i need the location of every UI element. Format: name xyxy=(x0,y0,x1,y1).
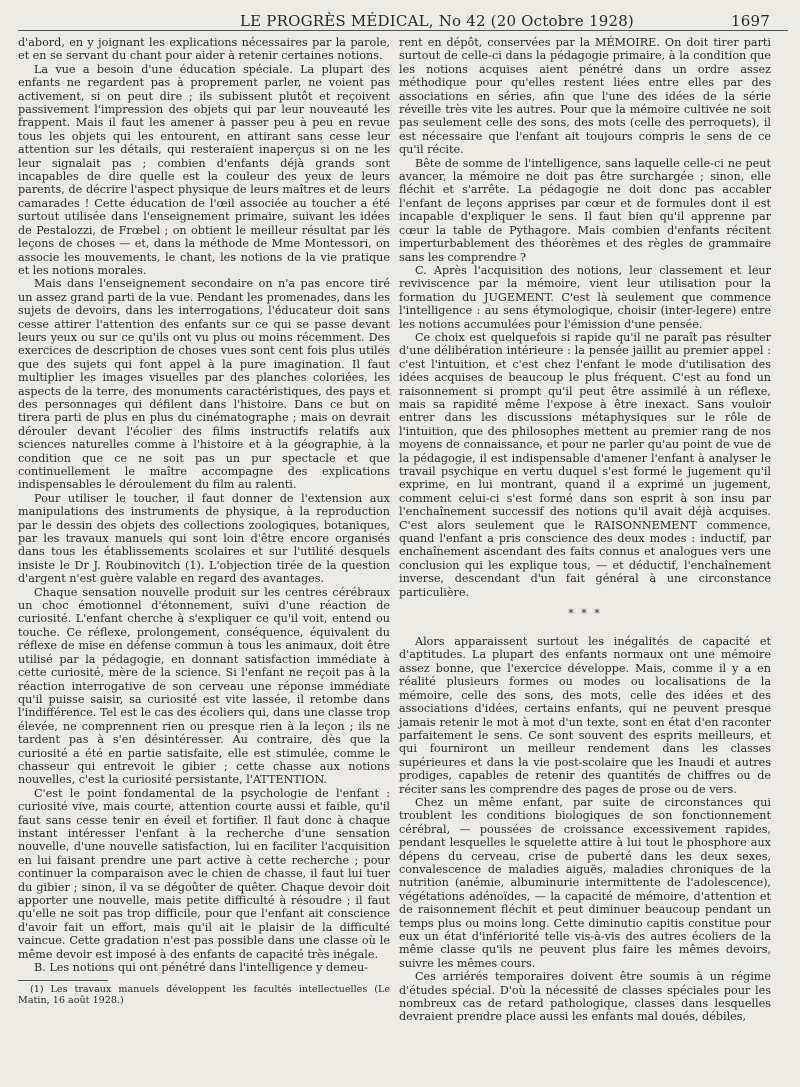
paragraph: Alors apparaissent surtout les inégalités de capacité et d'aptitudes. La plupart des enfants normaux ont une mémoire assez bonne, que l'exercice développe. Mais, comme il y a en réalité plusieurs formes ou modes ou localisations de la mémoire, celle des sons, des mots, celle des idées et des associations d'idées, certains enfants, qui ne peuvent presque jamais retenir le mot à mot d'un texte, sont en état d'en raconter parfaitement le sens. Ce sont souvent des esprits meilleurs, et qui fourniront un meilleur rendement dans les classes supérieures et dans la vie post-scolaire que les Inaudi et autres prodiges, capables de retenir des quantités de chiffres ou de réciter sans les comprendre des pages de prose ou de vers. xyxy=(399,635,771,796)
left-column xyxy=(18,36,390,1006)
paragraph: C. Après l'acquisition des notions, leur classement et leur reviviscence par la mémoire, vient leur utilisation pour la formation du JUGEMENT. C'est là seulement que commence l'intelligence : au sens étymologique, choisir (inter-legere) entre les notions accumulées pour l'émission d'une pensée. xyxy=(399,263,771,331)
right-column xyxy=(399,36,771,1024)
section-separator: * * * xyxy=(568,607,602,621)
footnote xyxy=(18,984,390,1006)
paragraph: Chez un même enfant, par suite de circonstances qui troublent les conditions biologiques de son fonctionnement cérébral, — poussées de croissance excessivement rapides, pendant lesquelles le squelette attire à lui tout le phosphore aux dépens du cerveau, crise de puberté dans les deux sexes, convalescence de maladies aiguës, maladies chroniques de la nutrition (anémie, albuminurie intermittente de l'adolescence), végétations adénoïdes, — la capacité de mémoire, d'attention et de raisonnement fléchit et peut diminuer beaucoup pendant un temps plus ou moins long. Cette diminutio capitis constitue pour eux un état d'infériorité telle vis-à-vis des autres écoliers de la même classe qu'ils ne peuvent plus faire les mêmes devoirs, suivre les mêmes cours. xyxy=(399,795,771,970)
running-header xyxy=(240,12,770,28)
paragraph: Ces arriérés temporaires doivent être soumis à un régime d'études spécial. D'où la nécessité de classes spéciales pour les nombreux cas de retard pathologique, classes dans lesquelles devraient prendre place aussi les enfants mal doués, débiles, xyxy=(399,970,771,1024)
paragraph: Bête de somme de l'intelligence, sans laquelle celle-ci ne peut avancer, la mémoire ne doit pas être surchargée ; sinon, elle fléchit et s'arrête. La pédagogie ne doit donc pas accabler l'enfant de leçons apprises par cœur et de formules dont il est incapable d'expliquer le sens. Il faut bien qu'il apprenne par cœur la table de Pythagore. Mais combien d'enfants récitent imperturbablement des théorèmes et des règles de grammaire sans les comprendre ? xyxy=(399,156,771,264)
paragraph: rent en dépôt, conservées par la MÉMOIRE. On doit tirer parti surtout de celle-ci dans la pédagogie primaire, à la condition que les notions acquises aient pénétré dans un ordre assez méthodique pour qu'elles restent liées entre elles par des associations en séries, afin que l'une des idées de la série réveille très vite les autres. Pour que la mémoire cultivée ne soit pas seulement celle des sons, des mots (celle des perroquets), il est nécessaire que l'enfant ait toujours compris le sens de ce qu'il récite. xyxy=(399,36,771,157)
paragraph: Chaque sensation nouvelle produit sur les centres cérébraux un choc émotionnel d'étonnement, suivi d'une réaction de curiosité. L'enfant cherche à s'expliquer ce qu'il voit, entend ou touche. Ce réflexe, prolongement, conséquence, équivalent du réflexe de mise en défense commun à tous les animaux, doit être utilisé par la pédagogie, en donnant satisfaction immédiate à cette curiosité, mère de la science. Si l'enfant ne reçoit pas à la réaction interrogative de son cerveau une réponse immédiate qu'il puisse saisir, sa curiosité est vite lassée, il retombe dans l'indifférence. Tel est le cas des écoliers qui, dans une classe trop élevée, ne comprennent rien ou presque rien à la leçon ; ils ne tardent pas à s'en désintéresser. Au contraire, dès que la curiosité a été en partie satisfaite, elle est stimulée, comme le chasseur qui entrevoit le gibier ; cette chasse aux notions nouvelles, c'est la curiosité persistante, l'ATTENTION. xyxy=(18,585,390,787)
footnote-text: (1) Les travaux manuels développent les facultés intellectuelles (Le Matin, 16 août 1928.) xyxy=(18,984,390,1007)
paragraph: Pour utiliser le toucher, il faut donner de l'extension aux manipulations des instruments de physique, à la reproduction par le dessin des objets des collections zoologiques, botaniques, par les travaux manuels qui sont loin d'être encore organisés dans tous les établissements scolaires et sur l'utilité desquels insiste le Dr J. Roubinovitch (1). L'objection tirée de la question d'argent n'est guère valable en regard des avantages. xyxy=(18,491,390,586)
page-number: 1697 xyxy=(731,12,770,30)
paragraph: B. Les notions qui ont pénétré dans l'intelligence y demeu- xyxy=(34,961,368,975)
paragraph: Ce choix est quelquefois si rapide qu'il ne paraît pas résulter d'une délibération intérieure : la pensée jaillit au premier appel : c'est l'intuition, et c'est chez l'enfant le mode d'utilisation des idées acquises de beaucoup le plus fréquent. C'est au fond un raisonnement si prompt qu'il peut être assimilé à un réflexe, mais sa rapidité même l'expose à être inexact. Sans vouloir entrer dans les discussions métaphysiques sur le rôle de l'intuition, que des philosophes mettent au premier rang de nos moyens de connaissance, et pour ne parler qu'au point de vue de la pédagogie, il est indispensable d'amener l'enfant à analyser le travail psychique en vertu duquel s'est formé le jugement qu'il exprime, en lui montrant, quand il a exprimé un jugement, comment celui-ci s'est formé dans son esprit à son insu par l'enchaînement successif des notions qu'il avait déjà acquises. C'est alors seulement que le RAISONNEMENT commence, quand l'enfant a pris conscience des deux modes : inductif, par enchaînement ascendant des faits connus et analogues vers une conclusion qui les explique tous, — et déductif, l'enchaînement inverse, descendant d'un fait général à une circonstance particulière. xyxy=(399,330,771,599)
paragraph: d'abord, en y joignant les explications nécessaires par la parole, et en se servant du chant pour aider à retenir certaines notions. xyxy=(18,36,390,63)
journal-title: LE PROGRÈS MÉDICAL, No 42 (20 Octobre 1928) xyxy=(240,12,634,30)
paragraph: La vue a besoin d'une éducation spéciale. La plupart des enfants ne regardent pas à proprement parler, ne voient pas activement, si on peut dire ; ils subissent plutôt et reçoivent passivement l'impression des objets qui par leur nouveauté les frappent. Mais il faut les amener à passer peu à peu en revue tous les objets qui les entourent, en attirant sans cesse leur attention sur les détails, qui resteraient inaperçus si on ne les leur signalait pas ; combien d'enfants déjà grands sont incapables de dire quelle est la couleur des yeux de leurs parents, de décrire l'aspect physique de leurs maîtres et de leurs camarades ! Cette éducation de l'œil associée au toucher a été surtout utilisée dans l'enseignement primaire, suivant les idées de Pestalozzi, de Frœbel ; on obtient le meilleur résultat par les leçons de choses — et, dans la méthode de Mme Montessori, on associe les mouvements, le chant, les notions de la vie pratique et les notions morales. xyxy=(18,62,390,277)
footnote-rule xyxy=(18,980,108,981)
header-rule xyxy=(18,30,788,31)
paragraph: C'est le point fondamental de la psychologie de l'enfant : curiosité vive, mais courte, attention courte aussi et faible, qu'il faut sans cesse tenir en éveil et fortifier. Il faut donc à chaque instant intéresser l'enfant à la recherche d'une sensation nouvelle, d'une nouvelle satisfaction, lui en faciliter l'acquisition en lui faisant prendre une part active à cette recherche ; pour continuer la comparaison avec le chien de chasse, il faut lui tuer du gibier ; sinon, il va se dégoûter de quêter. Chaque devoir doit apporter une nouvelle, mais petite difficulté à résoudre ; il faut qu'elle ne soit pas trop difficile, pour que l'enfant ait conscience d'avoir fait un effort, mais qu'il ait le plaisir de la difficulté vaincue. Cette gradation n'est pas possible dans une classe où le même devoir est imposé à des enfants de capacité très inégale. xyxy=(18,786,390,961)
paragraph: Mais dans l'enseignement secondaire on n'a pas encore tiré un assez grand parti de la vue. Pendant les promenades, dans les sujets de devoirs, dans les interrogations, l'éducateur doit sans cesse attirer l'attention des enfants sur ce qui se passe devant leurs yeux ou sur ce qu'ils ont vu plus ou moins récemment. Des exercices de description de choses vues sont cent fois plus utiles que des sujets qui font appel à la pure imagination. Il faut multiplier les images visuelles par des planches coloriées, les aspects de la terre, des monuments caractéristiques, des pays et des personnages qui défilent dans l'histoire. Dans ce but on tirera parti de plus en plus du cinématographe ; mais on devrait dérouler devant l'écolier des films instructifs relatifs aux sciences naturelles comme à l'histoire et à la géographie, à la condition que ce ne soit pas un pur spectacle et que continuellement le maître accompagne des explications indispensables le déroulement du film au ralenti. xyxy=(18,277,390,492)
